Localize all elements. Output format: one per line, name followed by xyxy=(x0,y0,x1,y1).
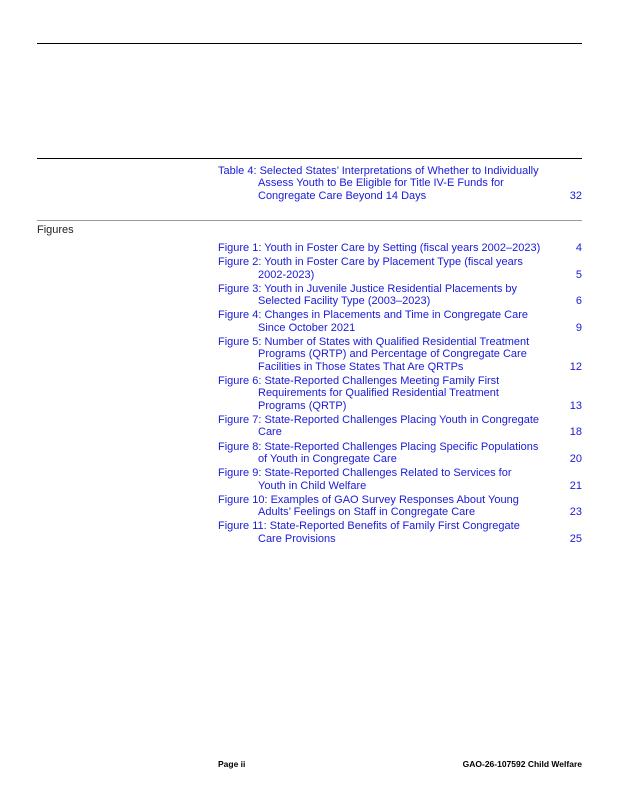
entry-title-line: Selected Facility Type (2003–2023) xyxy=(258,295,431,308)
entry-title-line: Figure 5: Number of States with Qualified Residential Treatment xyxy=(218,336,530,348)
figure-toc-entry[interactable] xyxy=(218,494,582,519)
entry-page-number: 23 xyxy=(569,506,582,519)
entry-title-line: Figure 9: State-Reported Challenges Related to Services for xyxy=(218,467,512,480)
figure-toc-entry[interactable] xyxy=(218,242,582,254)
entry-title-line: Care xyxy=(258,426,282,439)
top-rule xyxy=(37,43,582,44)
entry-title-line: Since October 2021 xyxy=(258,321,356,334)
entry-page-number: 18 xyxy=(569,426,582,439)
entry-title-line: Requirements for Qualified Residential Treatment xyxy=(258,387,499,400)
figure-toc-entry[interactable] xyxy=(218,256,582,281)
entry-page-number: 21 xyxy=(569,479,582,492)
entry-title-line: Figure 10: Examples of GAO Survey Responses About Young xyxy=(218,493,519,506)
entry-page-number: 6 xyxy=(575,295,582,308)
entry-title-line: of Youth in Congregate Care xyxy=(258,453,397,465)
entry-title-line: Figure 3: Youth in Juvenile Justice Residential Placements by xyxy=(218,282,518,295)
figures-heading: Figures xyxy=(37,224,74,236)
figure-toc-entry[interactable] xyxy=(218,375,582,412)
entry-page-number: 12 xyxy=(569,360,582,373)
entry-title-line: Table 4: Selected States’ Interpretations of Whether to Individually xyxy=(218,165,539,177)
figures-section-rule xyxy=(37,220,582,221)
figure-toc-entry[interactable] xyxy=(218,467,582,492)
footer-page-label: Page ii xyxy=(218,759,246,769)
entry-title-line: Programs (QRTP) xyxy=(258,399,347,412)
entry-title-line: Assess Youth to Be Eligible for Title IV-E Funds for xyxy=(258,177,504,190)
figure-toc-entry[interactable] xyxy=(218,309,582,334)
figure-toc-entry[interactable] xyxy=(218,283,582,308)
entry-title-line: Youth in Child Welfare xyxy=(258,479,367,492)
tables-section-rule xyxy=(37,158,582,159)
entry-page-number: 5 xyxy=(575,268,582,281)
entry-title-line: Facilities in Those States That Are QRTPs xyxy=(258,360,464,373)
entry-title-line: Figure 7: State-Reported Challenges Placing Youth in Congregate xyxy=(218,414,540,426)
entry-page-number: 20 xyxy=(569,453,582,465)
entry-page-number: 4 xyxy=(575,242,582,254)
figure-toc-entry[interactable] xyxy=(218,336,582,373)
entry-title-line: Adults’ Feelings on Staff in Congregate Care xyxy=(258,506,476,519)
entry-page-number: 32 xyxy=(569,189,582,202)
entry-title-line: Figure 1: Youth in Foster Care by Setting (fiscal years 2002–2023) xyxy=(218,242,541,254)
footer-report-title: GAO-26-107592 Child Welfare xyxy=(462,759,582,769)
figure-toc-entry[interactable] xyxy=(218,441,582,466)
entry-title-line: 2002-2023) xyxy=(258,268,315,281)
entry-page-number: 25 xyxy=(569,532,582,545)
entry-title-line: Figure 6: State-Reported Challenges Meeting Family First xyxy=(218,375,500,387)
entry-title-line: Figure 11: State-Reported Benefits of Family First Congregate xyxy=(218,520,520,533)
figure-toc-entry[interactable] xyxy=(218,414,582,439)
entry-title-line: Care Provisions xyxy=(258,532,336,545)
entry-title-line: Figure 8: State-Reported Challenges Placing Specific Populations xyxy=(218,440,539,453)
entry-title-line: Programs (QRTP) and Percentage of Congregate Care xyxy=(258,348,527,361)
entry-title-line: Congregate Care Beyond 14 Days xyxy=(258,189,427,202)
entry-page-number: 9 xyxy=(575,321,582,334)
entry-title-line: Figure 4: Changes in Placements and Time in Congregate Care xyxy=(218,309,529,322)
entry-title-line: Figure 2: Youth in Foster Care by Placement Type (fiscal years xyxy=(218,256,523,269)
figure-toc-entry[interactable] xyxy=(218,520,582,545)
entry-page-number: 13 xyxy=(569,399,582,412)
table-toc-entry[interactable] xyxy=(218,165,582,202)
